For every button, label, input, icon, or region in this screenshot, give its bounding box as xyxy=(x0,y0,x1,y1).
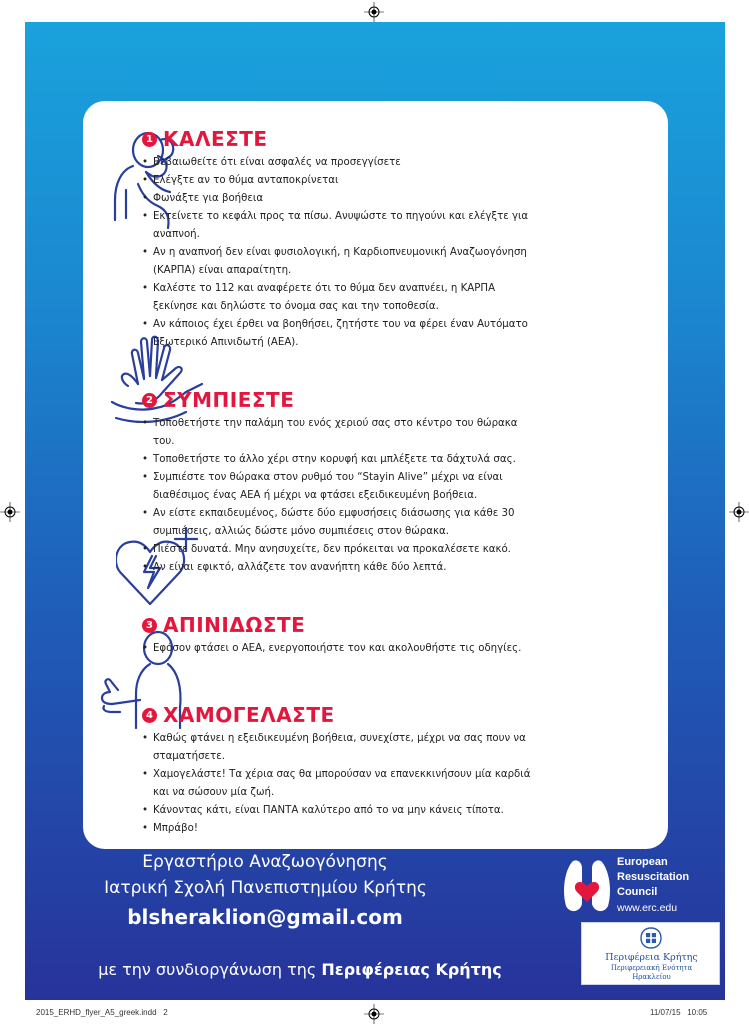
section-number: 1 xyxy=(142,132,157,147)
section-compress-list xyxy=(142,415,542,577)
section-number: 3 xyxy=(142,618,157,633)
section-smile-list xyxy=(142,730,542,838)
list-item: • Καλέστε το 112 και αναφέρετε ότι το θύμα δεν αναπνέει, η ΚΑΡΠΑ ξεκίνησε και δηλώστε το όνομα σας και την τοποθεσία. xyxy=(142,280,542,316)
slug-timestamp: 11/07/15 10:05 xyxy=(650,1008,708,1017)
erc-lungs-heart-logo xyxy=(562,858,612,914)
list-item: • Συμπιέστε τον θώρακα στον ρυθμό του “Stayin Alive” μέχρι να είναι διαθέσιμος ένας ΑΕΑ ή μέχρι να φτάσει εξειδικευμένη βοήθεια. xyxy=(142,469,542,505)
section-smile xyxy=(142,700,542,838)
footer-workshop-line: Εργαστήριο Αναζωογόνησης xyxy=(142,852,388,872)
section-number: 2 xyxy=(142,393,157,408)
list-item: • Καθώς φτάνει η εξειδικευμένη βοήθεια, συνεχίστε, μέχρι να σας πουν να σταματήσετε. xyxy=(142,730,542,766)
list-item: • Ελέγξτε αν το θύμα ανταποκρίνεται xyxy=(142,172,542,190)
coorg-region: Περιφέρειας Κρήτης xyxy=(321,960,502,979)
list-item: • Εκτείνετε το κεφάλι προς τα πίσω. Ανυψώστε το πηγούνι και ελέγξτε για αναπνοή. xyxy=(142,208,542,244)
list-item: • Χαμογελάστε! Τα χέρια σας θα μπορούσαν να επανεκκινήσουν μία καρδιά και να σώσουν μία ζωή. xyxy=(142,766,542,802)
section-defibrillate-header xyxy=(142,610,542,640)
footer-email-link[interactable]: blsheraklion@gmail.com xyxy=(127,905,403,929)
slug-filename: 2015_ERHD_flyer_A5_greek.indd 2 xyxy=(36,1008,168,1017)
greek-emblem-icon xyxy=(639,926,663,950)
erc-name-line3: Council xyxy=(617,886,658,898)
list-item: • Τοποθετήστε το άλλο χέρι στην κορυφή και μπλέξετε τα δάχτυλά σας. xyxy=(142,451,542,469)
region-logo-box xyxy=(581,922,720,985)
list-item: • Μπράβο! xyxy=(142,820,542,838)
section-call xyxy=(142,124,542,352)
section-title: ΧΑΜΟΓΕΛΑΣΤΕ xyxy=(163,703,335,727)
section-compress xyxy=(142,385,542,577)
footer-school-line: Ιατρική Σχολή Πανεπιστημίου Κρήτης xyxy=(104,878,427,898)
crop-mark-top xyxy=(364,2,384,22)
erc-name-line2: Resuscitation xyxy=(617,871,690,883)
coorg-prefix: με την συνδιοργάνωση της xyxy=(98,960,322,979)
footer-coorganization xyxy=(40,960,560,979)
region-logo-sub1: Περιφερειακή Ενότητα xyxy=(610,964,693,972)
region-logo-sub2: Ηρακλείου xyxy=(632,973,671,981)
list-item: • Πιέστε δυνατά. Μην ανησυχείτε, δεν πρόκειται να προκαλέσετε κακό. xyxy=(142,541,542,559)
erc-name-line1: European xyxy=(617,856,668,868)
section-defibrillate-list xyxy=(142,640,542,658)
crop-mark-left xyxy=(0,502,20,522)
section-smile-header xyxy=(142,700,542,730)
crop-mark-bottom xyxy=(364,1004,384,1024)
section-title: ΑΠΙΝΙΔΩΣΤΕ xyxy=(163,613,306,637)
list-item: • Βεβαιωθείτε ότι είναι ασφαλές να προσεγγίσετε xyxy=(142,154,542,172)
section-title: ΚΑΛΕΣΤΕ xyxy=(163,127,268,151)
erc-url-link[interactable]: www.erc.edu xyxy=(617,902,678,914)
list-item: • Τοποθετήστε την παλάμη του ενός χεριού σας στο κέντρο του θώρακα του. xyxy=(142,415,542,451)
section-compress-header xyxy=(142,385,542,415)
region-logo-title: Περιφέρεια Κρήτης xyxy=(605,952,698,963)
crop-mark-right xyxy=(729,502,749,522)
list-item: • Αν η αναπνοή δεν είναι φυσιολογική, η Καρδιοπνευμονική Αναζωογόνηση (ΚΑΡΠΑ) είναι απαραίτητη. xyxy=(142,244,542,280)
list-item: • Αν κάποιος έχει έρθει να βοηθήσει, ζητήστε του να φέρει έναν Αυτόματο Εξωτερικό Απινιδωτή (ΑΕΑ). xyxy=(142,316,542,352)
list-item: • Φωνάξτε για βοήθεια xyxy=(142,190,542,208)
section-title: ΣΥΜΠΙΕΣΤΕ xyxy=(163,388,295,412)
list-item: • Εφόσον φτάσει ο ΑΕΑ, ενεργοποιήστε τον και ακολουθήστε τις οδηγίες. xyxy=(142,640,542,658)
list-item: • Αν είστε εκπαιδευμένος, δώστε δύο εμφυσήσεις διάσωσης για κάθε 30 συμπιέσεις, αλλιώς δώστε μόνο συμπιέσεις στον θώρακα. xyxy=(142,505,542,541)
list-item: • Αν είναι εφικτό, αλλάζετε τον ανανήπτη κάθε δύο λεπτά. xyxy=(142,559,542,577)
section-call-header xyxy=(142,124,542,154)
section-number: 4 xyxy=(142,708,157,723)
list-item: • Κάνοντας κάτι, είναι ΠΑΝΤΑ καλύτερο από το να μην κάνεις τίποτα. xyxy=(142,802,542,820)
section-defibrillate xyxy=(142,610,542,658)
section-call-list xyxy=(142,154,542,352)
